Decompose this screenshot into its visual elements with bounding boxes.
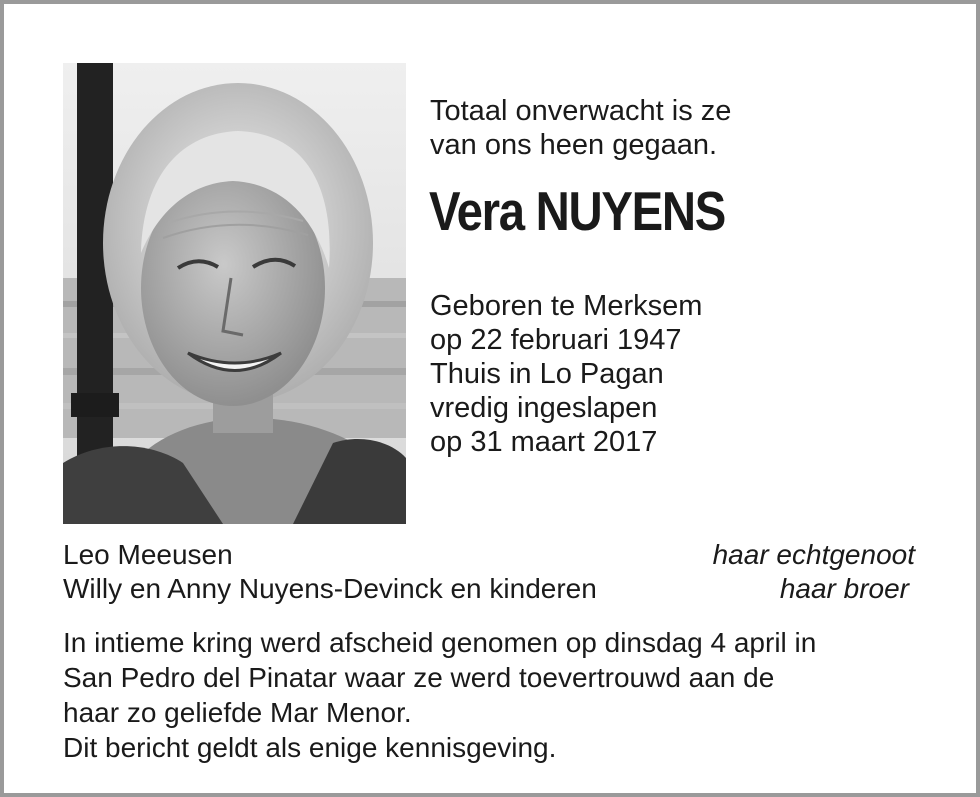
relative-role: haar broer	[779, 573, 909, 604]
detail-line: Geboren te Merksem	[430, 290, 703, 322]
message-line: In intieme kring werd afscheid genomen op dinsdag 4 april in	[63, 627, 817, 658]
message-line: Dit bericht geldt als enige kennisgeving.	[63, 732, 557, 763]
detail-line: vredig ingeslapen	[430, 392, 658, 424]
detail-line: op 31 maart 2017	[430, 426, 658, 458]
relative-role: haar echtgenoot	[712, 539, 915, 570]
relative-row	[63, 572, 915, 606]
relative-name: Willy en Anny Nuyens-Devinck en kinderen	[63, 573, 597, 604]
life-details	[430, 289, 702, 459]
detail-line: Thuis in Lo Pagan	[430, 358, 664, 390]
detail-line: op 22 februari 1947	[430, 324, 682, 356]
relative-row	[63, 538, 915, 572]
message-line: San Pedro del Pinatar waar ze werd toevertrouwd aan de	[63, 662, 775, 693]
relatives-list	[63, 538, 915, 606]
portrait-illustration	[63, 63, 406, 524]
intro-line: Totaal onverwacht is ze	[430, 95, 732, 127]
intro-text	[430, 94, 731, 162]
relative-name: Leo Meeusen	[63, 539, 233, 570]
message-line: haar zo geliefde Mar Menor.	[63, 697, 412, 728]
intro-line: van ons heen gegaan.	[430, 129, 718, 161]
deceased-name: Vera NUYENS	[429, 180, 726, 242]
closing-message	[63, 625, 943, 765]
portrait-photo	[63, 63, 406, 524]
